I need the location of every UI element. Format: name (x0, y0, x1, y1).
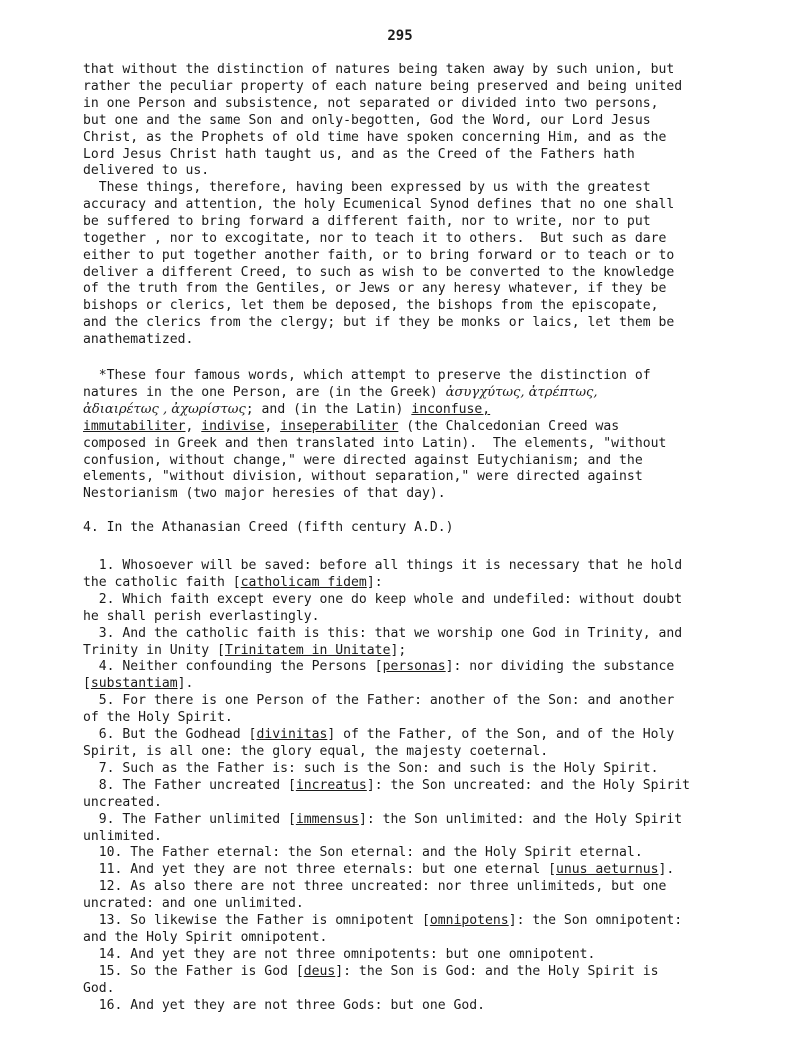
creed-line: 5. For there is one Person of the Father: another of the Son: and another (83, 693, 675, 709)
text-line: that without the distinction of natures being taken away by such union, but (83, 62, 675, 77)
separator: , (185, 418, 202, 434)
creed-line: 7. Such as the Father is: such is the Son: and such is the Holy Spirit. (83, 760, 659, 776)
athanasian-creed-list (83, 558, 743, 1014)
latin-term: inseperabiliter (280, 418, 399, 434)
text-line: confusion, without change," were directed against Eutychianism; and the (83, 452, 643, 468)
creed-line (83, 727, 743, 744)
latin-term: inconfuse, (411, 401, 491, 417)
creed-text: ]. (177, 676, 194, 692)
creed-text: ]: the Son omnipotent: (508, 913, 683, 929)
creed-text: ]: nor dividing the substance (445, 659, 675, 675)
text-line (83, 402, 743, 419)
creed-line (83, 676, 743, 693)
text-line: anathematized. (83, 332, 194, 348)
text-line: Nestorianism (two major heresies of that day). (83, 486, 446, 502)
latin-term: personas (382, 659, 446, 675)
creed-text: 6. But the Godhead [ (83, 727, 257, 743)
creed-text: 15. So the Father is God [ (83, 963, 304, 979)
text-line: These things, therefore, having been expressed by us with the greatest (83, 180, 651, 195)
creed-line: he shall perish everlastingly. (83, 608, 320, 624)
creed-line: 14. And yet they are not three omnipotents: but one omnipotent. (83, 946, 596, 962)
creed-line: and the Holy Spirit omnipotent. (83, 929, 328, 945)
creed-line: 2. Which faith except every one do keep whole and undefiled: without doubt (83, 591, 683, 607)
latin-term: indivise (201, 418, 265, 434)
latin-term: substantiam (90, 676, 178, 692)
paragraph-chalcedon-definition (83, 62, 743, 180)
text-line: of the truth from the Gentiles, or Jews or any heresy whatever, if they be (83, 281, 667, 297)
text-line: either to put together another faith, or to bring forward or to teach or to (83, 247, 675, 263)
text-line (83, 385, 743, 402)
creed-line (83, 659, 743, 676)
creed-line (83, 778, 743, 795)
creed-text: ]: the Son is God: and the Holy Spirit is (335, 963, 659, 979)
creed-text: 4. Neither confounding the Persons [ (83, 659, 383, 675)
footnote-text: (the Chalcedonian Creed was (398, 418, 620, 434)
text-line: elements, "without division, without separation," were directed against (83, 469, 643, 485)
creed-text: the catholic faith [ (83, 574, 241, 590)
latin-term: immutabiliter (83, 418, 186, 434)
heading-text: 4. In the Athanasian Creed (fifth century A.D.) (83, 520, 454, 535)
creed-text: 13. So likewise the Father is omnipotent [ (83, 913, 430, 929)
text-line: but one and the same Son and only-begotten, God the Word, our Lord Jesus (83, 112, 651, 128)
latin-term: increatus (295, 777, 367, 793)
creed-line: 3. And the catholic faith is this: that we worship one God in Trinity, and (83, 625, 683, 641)
creed-text: 8. The Father uncreated [ (83, 777, 296, 793)
latin-term: divinitas (256, 727, 328, 743)
text-line: in one Person and subsistence, not separated or divided into two persons, (83, 95, 659, 111)
text-line: deliver a different Creed, to such as wish to be converted to the knowledge (83, 264, 675, 280)
text-line: and the clerics from the clergy; but if they be monks or laics, let them be (83, 315, 675, 331)
separator: , (264, 418, 281, 434)
footnote-text: natures in the one Person, are (in the Greek) (83, 384, 446, 400)
creed-text: ]: (366, 574, 383, 590)
creed-line (83, 862, 743, 879)
latin-term: omnipotens (429, 913, 509, 929)
creed-text: 9. The Father unlimited [ (83, 811, 296, 827)
creed-text: [ (83, 676, 91, 692)
creed-line: Spirit, is all one: the glory equal, the majesty coeternal. (83, 743, 549, 759)
text-line: composed in Greek and then translated into Latin). The elements, "without (83, 435, 667, 451)
text-line: Lord Jesus Christ hath taught us, and as the Creed of the Fathers hath (83, 146, 635, 162)
text-line: *These four famous words, which attempt to preserve the distinction of (83, 368, 651, 383)
creed-line (83, 575, 743, 592)
creed-text: ]; (390, 642, 407, 658)
paragraph-synod-decree (83, 180, 743, 349)
creed-text: ]: the Son uncreated: and the Holy Spirit (366, 777, 691, 793)
text-line: bishops or clerics, let them be deposed, the bishops from the episcopate, (83, 298, 659, 314)
creed-line: 16. And yet they are not three Gods: but one God. (83, 997, 486, 1013)
creed-line (83, 913, 743, 930)
creed-line: uncreated. (83, 794, 162, 810)
text-line: rather the peculiar property of each nature being preserved and being united (83, 78, 683, 94)
creed-text: ]. (658, 862, 675, 878)
footnote-four-words (83, 368, 743, 503)
latin-term: Trinitatem in Unitate (224, 642, 391, 658)
creed-line: 10. The Father eternal: the Son eternal: and the Holy Spirit eternal. (83, 845, 643, 861)
creed-line: unlimited. (83, 828, 162, 844)
text-line: together , nor to excogitate, nor to teach it to others. But such as dare (83, 230, 667, 246)
latin-term: immensus (295, 811, 359, 827)
footnote-text: ; and (in the Latin) (245, 401, 412, 417)
creed-line: of the Holy Spirit. (83, 710, 233, 726)
text-line: Christ, as the Prophets of old time have spoken concerning Him, and as the (83, 129, 667, 145)
text-line: accuracy and attention, the holy Ecumenical Synod defines that no one shall (83, 196, 675, 212)
creed-text: ] of the Father, of the Son, and of the Holy (327, 727, 675, 743)
section-heading (83, 520, 743, 537)
creed-line (83, 643, 743, 660)
text-line: be suffered to bring forward a different faith, nor to write, nor to put (83, 213, 651, 229)
creed-text: 11. And yet they are not three eternals: but one eternal [ (83, 862, 556, 878)
creed-line: 1. Whosoever will be saved: before all things it is necessary that he hold (83, 558, 683, 573)
greek-terms: ἀδιαιρέτως , ἀχωρίστως (83, 401, 246, 417)
creed-text: Trinity in Unity [ (83, 642, 225, 658)
text-line (83, 419, 743, 436)
creed-text: ]: the Son unlimited: and the Holy Spirit (358, 811, 683, 827)
greek-terms: ἀσυγχύτως, ἀτρέπτως, (445, 384, 598, 400)
creed-line (83, 964, 743, 981)
creed-line: uncrated: and one unlimited. (83, 896, 304, 912)
latin-term: catholicam fidem (240, 574, 367, 590)
latin-term: unus aeturnus (556, 862, 659, 878)
text-line: delivered to us. (83, 163, 210, 179)
latin-term: deus (303, 963, 336, 979)
creed-line (83, 812, 743, 829)
page-number: 295 (387, 28, 413, 44)
creed-line: 12. As also there are not three uncreated: nor three unlimiteds, but one (83, 879, 667, 895)
creed-line: God. (83, 980, 115, 996)
